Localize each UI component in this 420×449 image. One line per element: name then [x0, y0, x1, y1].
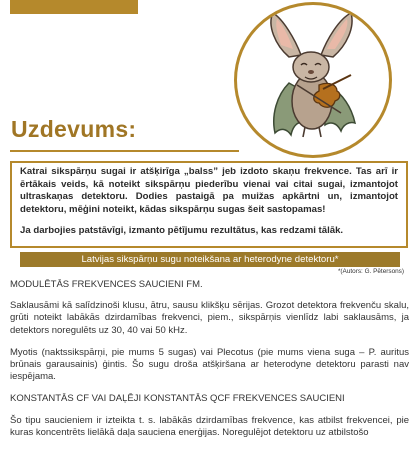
- fm-paragraph-2: Myotis (naktssikspārņi, pie mums 5 sugas) vai Plecotus (pie mums viena suga – P. auritus brūnais garausainis) ģintis. Šo sugu droša atšķiršana ar heterodyne detektoru parasti nav iespējama.: [10, 346, 409, 383]
- fm-paragraph-1: Saklausāmi kā salīdzinoši klusu, ātru, sausu klikšķu sērijas. Grozot detektora frekvenču skalu, grūti noteikt labākās dzirdamības frekvenci, piem., sikspārņis vienlīdz labi saklausāms, ja detektors noregulēts uz 30, 40 vai 50 kHz.: [10, 300, 409, 336]
- task-note: Ja darbojies patstāvīgi, izmanto pētījumu rezultātus, kas redzami tālāk.: [20, 225, 344, 237]
- title-underline: [10, 150, 239, 152]
- authors-note: *(Autors: G. Pētersons): [337, 268, 404, 275]
- section-banner: Latvijas sikspārņu sugu noteikšana ar heterodyne detektoru*: [20, 252, 400, 267]
- bat-violin-illustration: [234, 2, 392, 158]
- fm-heading: MODULĒTĀS FREKVENCES SAUCIENI FM.: [10, 279, 203, 290]
- page-title: Uzdevums:: [11, 116, 137, 142]
- cf-heading: KONSTANTĀS CF VAI DAĻĒJI KONSTANTĀS QCF FREKVENCES SAUCIENI: [10, 393, 345, 405]
- content-body: [10, 279, 409, 449]
- task-box: [10, 161, 408, 248]
- task-paragraph: Katrai sikspārņu sugai ir atšķirīga „balss” jeb izdoto skaņu frekvence. Tas arī ir ērtākais veids, kā noteikt sikspārņu piederību vienai vai citai sugai, izmantojot ultraskaņas detektoru. Dodies pastaigā pa muižas apkārtni un, izmantojot detektoru, mēģini noteikt, kādas sikspārņu sugas šeit sastopamas!: [20, 166, 398, 215]
- header-accent-bar: [10, 0, 138, 14]
- cf-paragraph: Šo tipu saucieniem ir izteikta t. s. labākās dzirdamības frekvence, kas atbilst frekvencei, pie kuras koncentrēts lielākā daļa sauciena enerģijas. Noregulējot detektoru uz atbilstošo: [10, 414, 409, 438]
